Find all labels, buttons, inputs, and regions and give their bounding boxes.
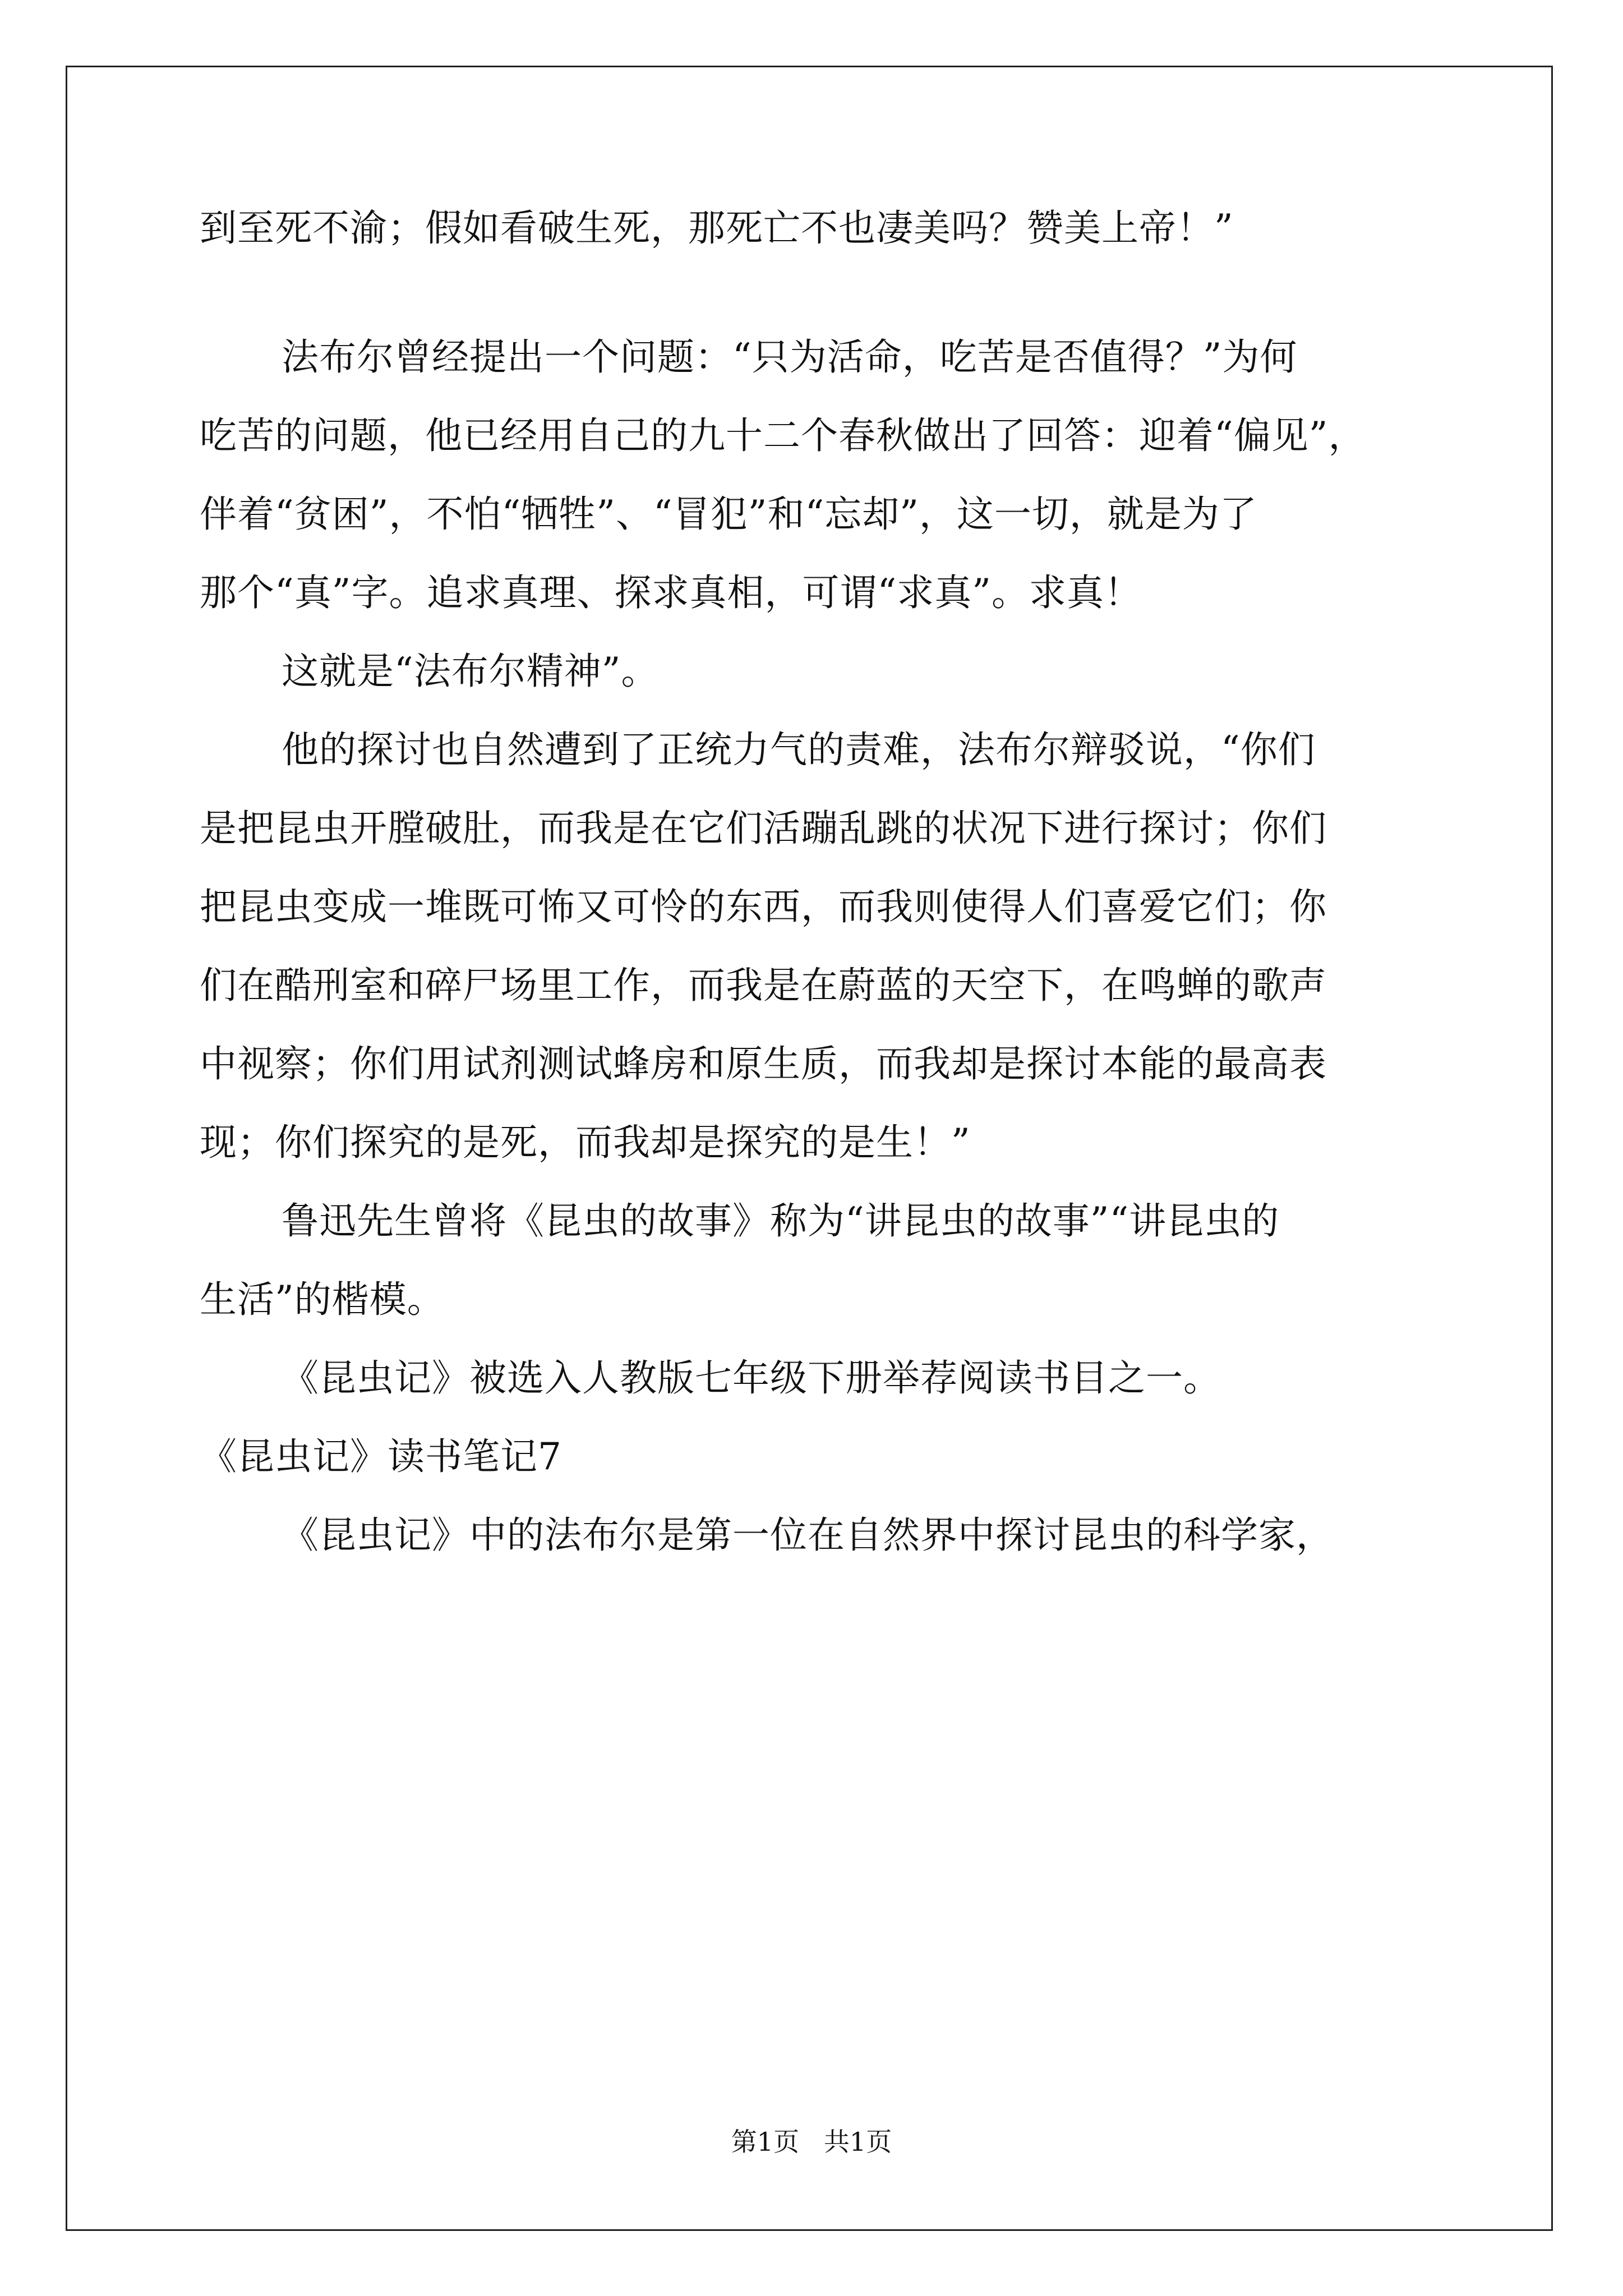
section-heading: 《昆虫记》读书笔记7 [200, 1435, 562, 1478]
paragraph-line: 中视察；你们用试剂测试蜂房和原生质，而我却是探讨本能的最高表 [200, 1042, 1327, 1085]
paragraph-line: 伴着“贫困”，不怕“牺牲”、“冒犯”和“忘却”，这一切，就是为了 [200, 493, 1257, 536]
paragraph-line: 《昆虫记》中的法布尔是第一位在自然界中探讨昆虫的科学家， [282, 1513, 1334, 1557]
paragraph-line: 法布尔曾经提出一个问题：“只为活命，吃苦是否值得？”为何 [282, 335, 1298, 379]
paragraph-line: 吃苦的问题，他已经用自己的九十二个春秋做出了回答：迎着“偏见”， [200, 414, 1366, 457]
paragraph-line: 那个“真”字。追求真理、探求真相，可谓“求真”。求真！ [200, 571, 1142, 614]
paragraph-line: 《昆虫记》被选入人教版七年级下册举荐阅读书目之一。 [282, 1356, 1221, 1400]
paragraph-line: 他的探讨也自然遭到了正统力气的责难，法布尔辩驳说，“你们 [282, 728, 1316, 771]
paragraph-line: 现；你们探究的是死，而我却是探究的是生！” [200, 1121, 971, 1164]
paragraph-line: 是把昆虫开膛破肚，而我是在它们活蹦乱跳的状况下进行探讨；你们 [200, 807, 1327, 850]
paragraph-line: 到至死不渝；假如看破生死，那死亡不也凄美吗？赞美上帝！” [200, 206, 1234, 250]
paragraph-line: 这就是“法布尔精神”。 [282, 650, 659, 693]
paragraph-line: 生活”的楷模。 [200, 1278, 445, 1321]
paragraph-line: 们在酷刑室和碎尸场里工作，而我是在蔚蓝的天空下，在鸣蝉的歌声 [200, 964, 1327, 1007]
paragraph-line: 鲁迅先生曾将《昆虫的故事》称为“讲昆虫的故事”“讲昆虫的 [282, 1199, 1280, 1243]
paragraph-line: 把昆虫变成一堆既可怖又可怜的东西，而我则使得人们喜爱它们；你 [200, 885, 1327, 928]
page-number-footer: 第1页 共1页 [731, 2127, 892, 2157]
